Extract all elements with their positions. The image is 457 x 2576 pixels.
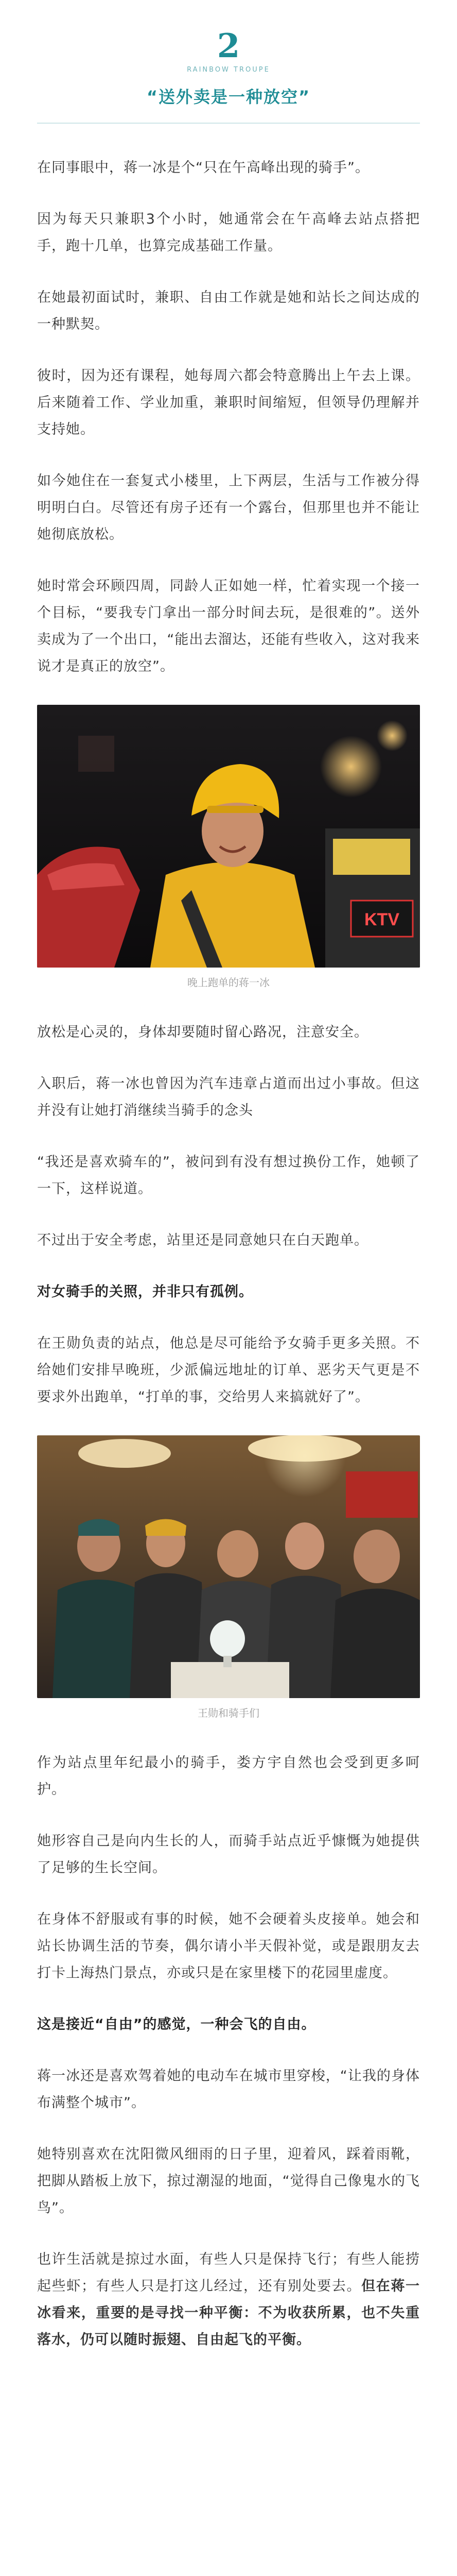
paragraph: 如今她住在一套复式小楼里，上下两层，生活与工作被分得明明白白。尽管还有房子还有一个露台，但那里也并不能让她彻底放松。 (37, 473, 420, 543)
section-tag: RAINBOW TROUPE (187, 66, 270, 74)
section-header (37, 0, 420, 107)
paragraph: 在身体不舒服或有事的时候，她不会硬着头皮接单。她会和站长协调生活的节奏，偶尔请小半天假补觉，或是跟朋友去打卡上海热门景点，亦或只是在家里楼下的花园里虚度。 (37, 1911, 420, 1981)
photo-rider-night (37, 705, 420, 968)
paragraph: 作为站点里年纪最小的骑手，娄方宇自然也会受到更多呵护。 (37, 1755, 420, 1798)
photo-caption: 王勋和骑手们 (198, 1707, 259, 1719)
paragraph: 不过出于安全考虑，站里还是同意她只在白天跑单。 (37, 1232, 368, 1248)
section-title: “送外卖是一种放空” (146, 87, 311, 107)
bold-statement: 对女骑手的关照，并非只有孤例。 (37, 1284, 253, 1300)
paragraph: 在同事眼中，蒋一冰是个“只在午高峰出现的骑手”。 (37, 160, 370, 176)
paragraph: 放松是心灵的，身体却要随时留心路况，注意安全。 (37, 1024, 368, 1040)
final-paragraph-bold: 但在蒋一冰看来，重要的是寻找一种平衡：不为收获所累，也不失重落水，仍可以随时振翅、自由起飞的平衡。 (37, 2278, 420, 2348)
paragraph: 彼时，因为还有课程，她每周六都会特意腾出上午去上课。后来随着工作、学业加重，兼职时间缩短，但领导仍理解并支持她。 (37, 368, 420, 437)
paragraph: 她形容自己是向内生长的人，而骑手站点近乎慷慨为她提供了足够的生长空间。 (37, 1833, 420, 1876)
figure-rider-night (37, 705, 420, 990)
photo-caption: 晚上跑单的蒋一冰 (187, 976, 270, 989)
paragraph: 她时常会环顾四周，同龄人正如她一样，忙着实现一个接一个目标，“要我专门拿出一部分时间去玩，是很难的”。送外卖成为了一个出口，“能出去溜达，还能有些收入，这对我来说才是真正的放空”。 (37, 578, 420, 674)
paragraph: 因为每天只兼职3个小时，她通常会在午高峰去站点搭把手，跑十几单，也算完成基础工作量。 (37, 211, 420, 254)
ktv-sign-text: KTV (364, 910, 399, 929)
figure-team-photo (37, 1435, 420, 1721)
paragraph: 蒋一冰还是喜欢驾着她的电动车在城市里穿梭，“让我的身体布满整个城市”。 (37, 2068, 420, 2111)
photo-team (37, 1435, 420, 1698)
paragraph: 在她最初面试时，兼职、自由工作就是她和站长之间达成的一种默契。 (37, 290, 420, 332)
final-paragraph (37, 2246, 420, 2353)
section-number: 2 (217, 27, 240, 65)
paragraph: 入职后，蒋一冰也曾因为汽车违章占道而出过小事故。但这并没有让她打消继续当骑手的念头 (37, 1076, 420, 1118)
paragraph: “我还是喜欢骑车的”，被问到有没有想过换份工作，她顿了一下，这样说道。 (37, 1154, 420, 1197)
final-paragraph-normal: 也许生活就是掠过水面，有些人只是保持飞行；有些人能捞起些虾；有些人只是打这儿经过，还有别处要去。 (37, 2251, 420, 2294)
paragraph: 她特别喜欢在沈阳微风细雨的日子里，迎着风，踩着雨靴，把脚从踏板上放下，掠过潮湿的地面，“觉得自己像鬼水的飞鸟”。 (37, 2146, 420, 2216)
paragraph: 在王勋负责的站点，他总是尽可能给予女骑手更多关照。不给她们安排早晚班，少派偏远地址的订单、恶劣天气更是不要求外出跑单，“打单的事，交给男人来搞就好了”。 (37, 1335, 420, 1405)
header-divider (37, 123, 420, 124)
bold-statement: 这是接近“自由”的感觉，一种会飞的自由。 (37, 2016, 316, 2032)
